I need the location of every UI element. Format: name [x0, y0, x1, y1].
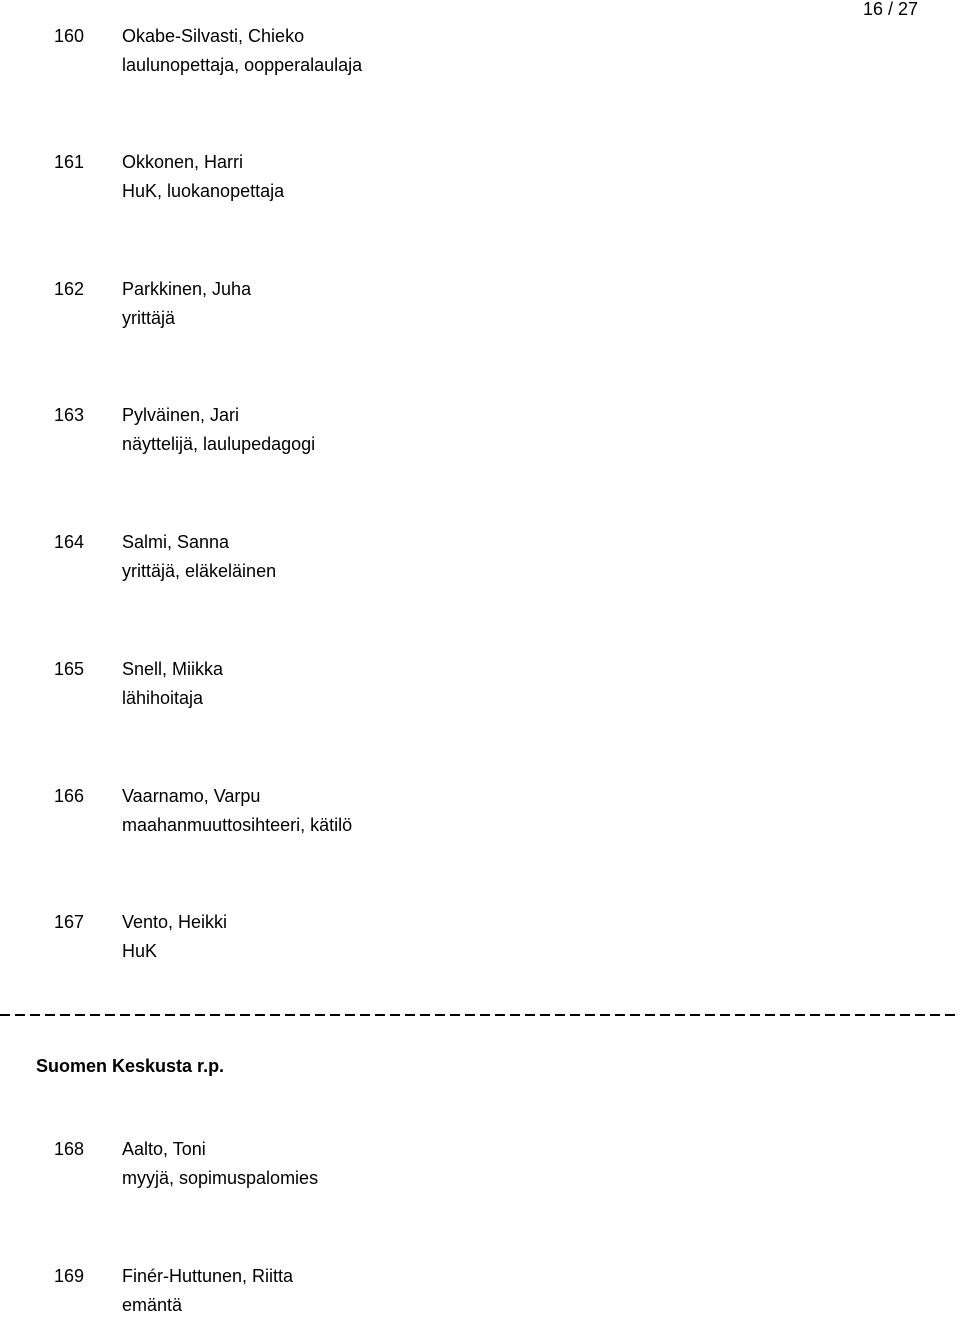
candidate-name: Vaarnamo, Varpu: [122, 786, 261, 806]
candidate-name: Okkonen, Harri: [122, 152, 244, 172]
candidate-occupation: yrittäjä: [122, 308, 176, 328]
candidate-occupation: yrittäjä, eläkeläinen: [122, 561, 277, 581]
candidate-entry: [0, 784, 960, 844]
candidate-entry: [0, 403, 960, 463]
candidate-number: 165: [54, 659, 85, 679]
candidate-occupation: maahanmuuttosihteeri, kätilö: [122, 815, 353, 835]
candidate-number: 167: [54, 912, 85, 932]
candidate-entry: [0, 150, 960, 210]
candidate-name: Pylväinen, Jari: [122, 405, 240, 425]
candidate-number: 168: [54, 1139, 85, 1159]
candidate-name: Finér-Huttunen, Riitta: [122, 1266, 294, 1286]
candidate-name: Salmi, Sanna: [122, 532, 230, 552]
candidate-name: Okabe-Silvasti, Chieko: [122, 26, 305, 46]
candidate-entry: [0, 657, 960, 717]
candidate-occupation: HuK, luokanopettaja: [122, 181, 285, 201]
candidate-number: 160: [54, 26, 85, 46]
candidate-number: 169: [54, 1266, 85, 1286]
candidate-entry: [0, 277, 960, 337]
candidate-occupation: myyjä, sopimuspalomies: [122, 1168, 319, 1188]
candidate-name: Vento, Heikki: [122, 912, 228, 932]
party-divider: [0, 1014, 958, 1016]
candidate-occupation: HuK: [122, 941, 158, 961]
candidate-entry: [0, 530, 960, 590]
party-heading: Suomen Keskusta r.p.: [36, 1056, 225, 1076]
candidate-number: 164: [54, 532, 85, 552]
candidate-number: 163: [54, 405, 85, 425]
candidate-occupation: laulunopettaja, oopperalaulaja: [122, 55, 363, 75]
candidate-entry: [0, 910, 960, 970]
candidate-name: Snell, Miikka: [122, 659, 224, 679]
page-number: 16 / 27: [862, 0, 918, 19]
candidate-name: Parkkinen, Juha: [122, 279, 252, 299]
candidate-number: 162: [54, 279, 85, 299]
candidate-entry: [0, 1137, 960, 1197]
candidate-occupation: näyttelijä, laulupedagogi: [122, 434, 316, 454]
candidate-occupation: emäntä: [122, 1295, 183, 1315]
candidate-number: 161: [54, 152, 85, 172]
candidate-number: 166: [54, 786, 85, 806]
candidate-occupation: lähihoitaja: [122, 688, 204, 708]
candidate-name: Aalto, Toni: [122, 1139, 206, 1159]
candidate-entry: [0, 1264, 960, 1324]
candidate-entry: [0, 24, 960, 84]
